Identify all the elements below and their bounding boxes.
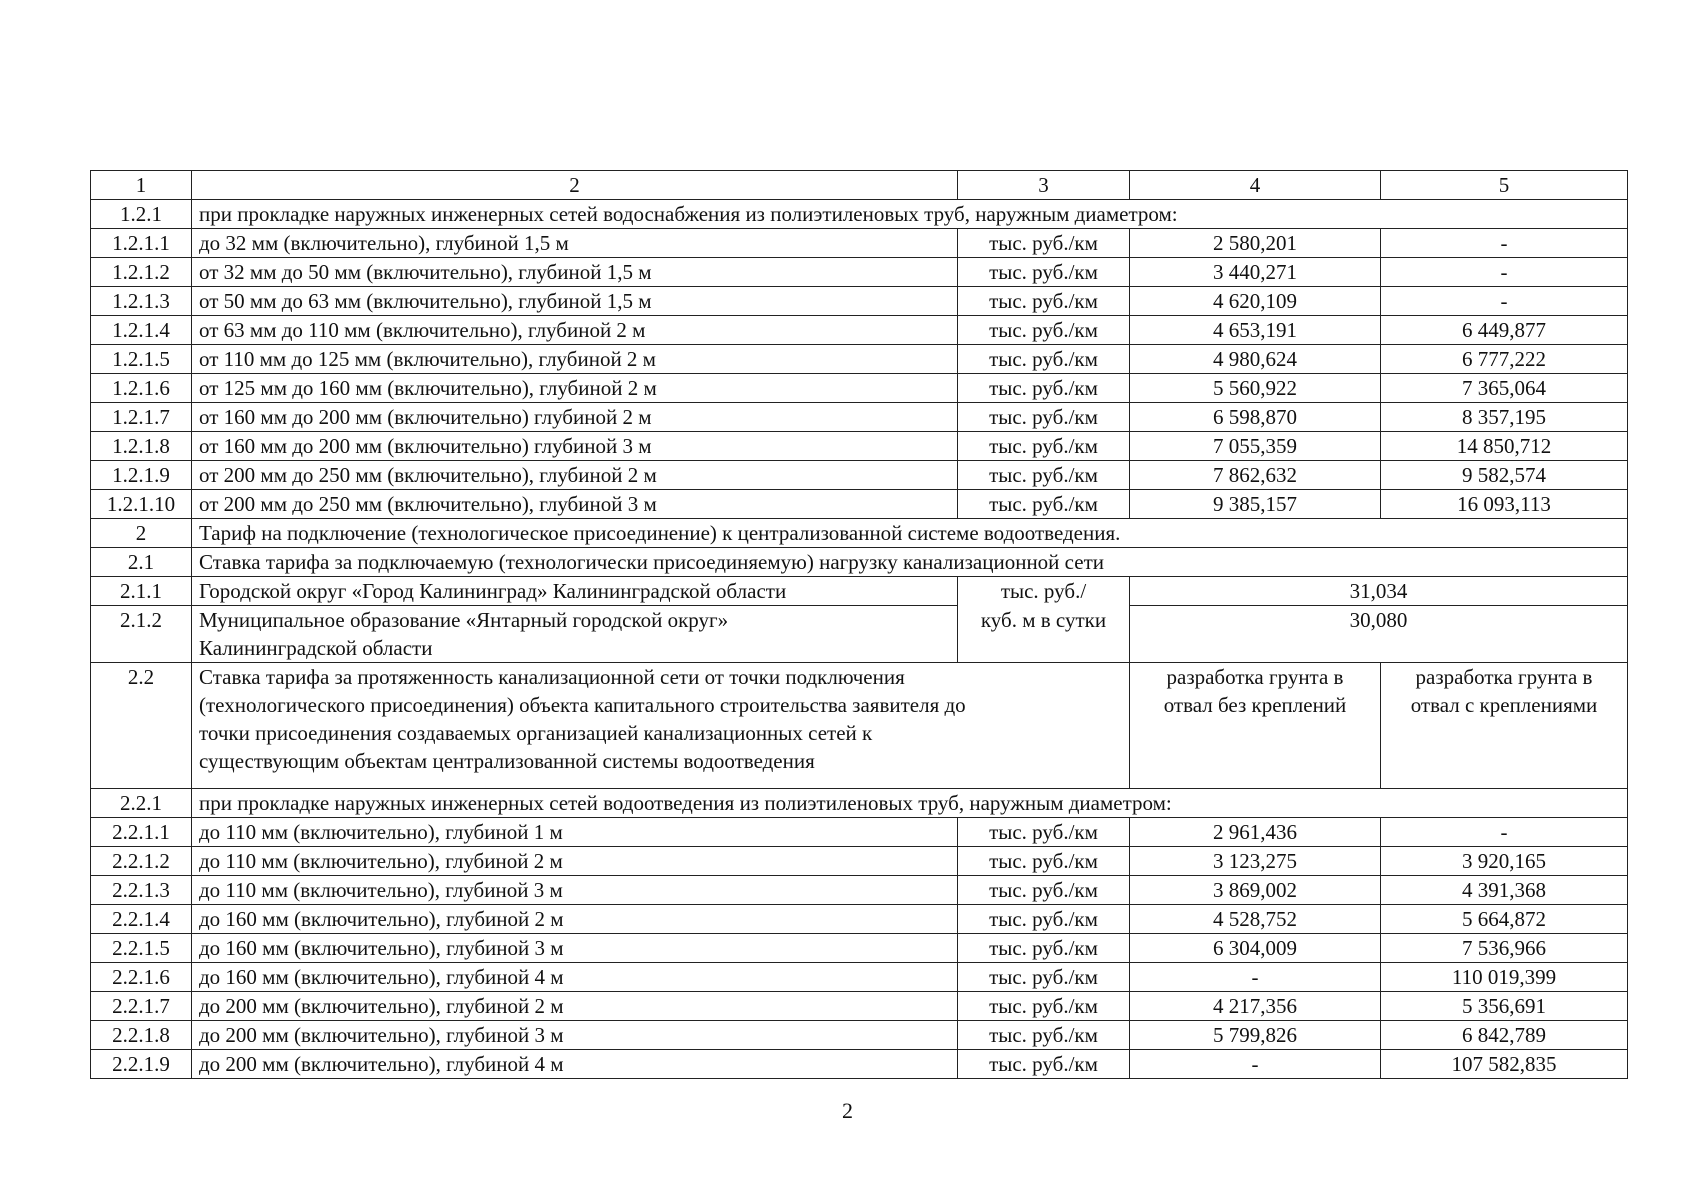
row-number: 1.2.1.2 bbox=[91, 258, 192, 287]
row-number: 1.2.1.8 bbox=[91, 432, 192, 461]
row-number: 2.2.1.7 bbox=[91, 992, 192, 1021]
section-row-2 bbox=[91, 519, 1628, 548]
row-unit: тыс. руб./км bbox=[958, 1050, 1130, 1079]
row-value-col5: - bbox=[1381, 287, 1628, 316]
row-value-col4: 4 528,752 bbox=[1130, 905, 1381, 934]
row-value-col4: 6 598,870 bbox=[1130, 403, 1381, 432]
row-value-col4: 5 799,826 bbox=[1130, 1021, 1381, 1050]
row-value-col4: 2 580,201 bbox=[1130, 229, 1381, 258]
row-unit: тыс. руб./км bbox=[958, 461, 1130, 490]
row-value-col4: 6 304,009 bbox=[1130, 934, 1381, 963]
header-cell-4: 4 bbox=[1130, 171, 1381, 200]
row-description: до 200 мм (включительно), глубиной 2 м bbox=[192, 992, 958, 1021]
row-value-col4: 2 961,436 bbox=[1130, 818, 1381, 847]
column-4-heading-line-1: разработка грунта в bbox=[1166, 665, 1344, 689]
row-value-col4: 7 055,359 bbox=[1130, 432, 1381, 461]
row-value-col5: - bbox=[1381, 229, 1628, 258]
row-description: от 110 мм до 125 мм (включительно), глубиной 2 м bbox=[192, 345, 958, 374]
section-number: 2.1 bbox=[91, 548, 192, 577]
row-number: 1.2.1.4 bbox=[91, 316, 192, 345]
table-row bbox=[91, 818, 1628, 847]
row-description: от 160 мм до 200 мм (включительно) глубиной 2 м bbox=[192, 403, 958, 432]
table-row bbox=[91, 1050, 1628, 1079]
row-number: 2.2.1.3 bbox=[91, 876, 192, 905]
row-value-col4: 4 620,109 bbox=[1130, 287, 1381, 316]
row-value-col5: - bbox=[1381, 818, 1628, 847]
header-cell-1: 1 bbox=[91, 171, 192, 200]
table-row bbox=[91, 374, 1628, 403]
row-unit: тыс. руб./км bbox=[958, 345, 1130, 374]
row-unit: тыс. руб./км bbox=[958, 963, 1130, 992]
row-description: до 160 мм (включительно), глубиной 2 м bbox=[192, 905, 958, 934]
row-value-col4: 7 862,632 bbox=[1130, 461, 1381, 490]
row-description-line-1: Муниципальное образование «Янтарный городской округ» bbox=[199, 608, 729, 632]
table-row-2-1-2 bbox=[91, 606, 1628, 663]
header-cell-2: 2 bbox=[192, 171, 958, 200]
row-description bbox=[192, 606, 958, 663]
row-unit: тыс. руб./км bbox=[958, 905, 1130, 934]
row-value-col5: 5 356,691 bbox=[1381, 992, 1628, 1021]
row-value-col4: 5 560,922 bbox=[1130, 374, 1381, 403]
section-title-line-2: (технологического присоединения) объекта капитального строительства заявителя до bbox=[199, 693, 966, 717]
section-title: Тариф на подключение (технологическое присоединение) к централизованной системе водоотведения. bbox=[192, 519, 1628, 548]
row-value-col4: 4 980,624 bbox=[1130, 345, 1381, 374]
table-row bbox=[91, 847, 1628, 876]
section-title: при прокладке наружных инженерных сетей водоотведения из полиэтиленовых труб, наружным диаметром: bbox=[192, 789, 1628, 818]
table-row-2-1-1 bbox=[91, 577, 1628, 606]
section-row-2-1 bbox=[91, 548, 1628, 577]
row-number: 1.2.1.1 bbox=[91, 229, 192, 258]
section-title-line-3: точки присоединения создаваемых организацией канализационных сетей к bbox=[199, 721, 873, 745]
section-title bbox=[192, 663, 1130, 789]
column-5-heading-line-1: разработка грунта в bbox=[1415, 665, 1593, 689]
row-value-col5: 8 357,195 bbox=[1381, 403, 1628, 432]
row-value-col5: 7 365,064 bbox=[1381, 374, 1628, 403]
row-value-col5: 3 920,165 bbox=[1381, 847, 1628, 876]
row-unit: тыс. руб./км bbox=[958, 818, 1130, 847]
row-number: 1.2.1.10 bbox=[91, 490, 192, 519]
row-unit: тыс. руб./км bbox=[958, 1021, 1130, 1050]
section-title-line-4: существующим объектам централизованной системы водоотведения bbox=[199, 749, 815, 773]
row-description: до 200 мм (включительно), глубиной 4 м bbox=[192, 1050, 958, 1079]
row-unit: тыс. руб./км bbox=[958, 432, 1130, 461]
table-row bbox=[91, 403, 1628, 432]
table-row bbox=[91, 490, 1628, 519]
section-row-2-2 bbox=[91, 663, 1628, 789]
row-number: 2.2.1.4 bbox=[91, 905, 192, 934]
row-value-col4: 4 217,356 bbox=[1130, 992, 1381, 1021]
row-number: 2.2.1.5 bbox=[91, 934, 192, 963]
row-unit: тыс. руб./км bbox=[958, 229, 1130, 258]
row-number: 1.2.1.3 bbox=[91, 287, 192, 316]
row-value-col4: 4 653,191 bbox=[1130, 316, 1381, 345]
table-row bbox=[91, 258, 1628, 287]
row-description: до 160 мм (включительно), глубиной 4 м bbox=[192, 963, 958, 992]
row-description: до 110 мм (включительно), глубиной 2 м bbox=[192, 847, 958, 876]
table-row bbox=[91, 345, 1628, 374]
section-title: Ставка тарифа за подключаемую (технологически присоединяемую) нагрузку канализационной сети bbox=[192, 548, 1628, 577]
row-number: 2.2.1.1 bbox=[91, 818, 192, 847]
row-description: от 63 мм до 110 мм (включительно), глубиной 2 м bbox=[192, 316, 958, 345]
column-4-heading-line-2: отвал без креплений bbox=[1163, 693, 1347, 717]
row-value-col5: 110 019,399 bbox=[1381, 963, 1628, 992]
row-value-col5: 14 850,712 bbox=[1381, 432, 1628, 461]
section-number: 2.2 bbox=[91, 663, 192, 789]
section-row-2-2-1 bbox=[91, 789, 1628, 818]
section-number: 2 bbox=[91, 519, 192, 548]
row-unit: тыс. руб./км bbox=[958, 876, 1130, 905]
row-unit: тыс. руб./км bbox=[958, 258, 1130, 287]
row-number: 1.2.1.9 bbox=[91, 461, 192, 490]
row-value-col4: - bbox=[1130, 1050, 1381, 1079]
tariff-table bbox=[90, 170, 1628, 1079]
row-description: до 110 мм (включительно), глубиной 1 м bbox=[192, 818, 958, 847]
row-value-col4: 3 123,275 bbox=[1130, 847, 1381, 876]
row-description: до 110 мм (включительно), глубиной 3 м bbox=[192, 876, 958, 905]
row-number: 2.1.2 bbox=[91, 606, 192, 663]
row-unit: тыс. руб./км bbox=[958, 847, 1130, 876]
column-5-heading-line-2: отвал с креплениями bbox=[1410, 693, 1598, 717]
table-row bbox=[91, 1021, 1628, 1050]
row-value-col5: 6 777,222 bbox=[1381, 345, 1628, 374]
row-number: 2.2.1.6 bbox=[91, 963, 192, 992]
row-description: от 50 мм до 63 мм (включительно), глубиной 1,5 м bbox=[192, 287, 958, 316]
row-description: до 200 мм (включительно), глубиной 3 м bbox=[192, 1021, 958, 1050]
header-row bbox=[91, 171, 1628, 200]
row-value-col5: 107 582,835 bbox=[1381, 1050, 1628, 1079]
tariff-table-body bbox=[91, 171, 1628, 1079]
row-unit-line-2: куб. м в сутки bbox=[958, 606, 1130, 663]
row-number: 2.1.1 bbox=[91, 577, 192, 606]
section-title: при прокладке наружных инженерных сетей водоснабжения из полиэтиленовых труб, наружным диаметром: bbox=[192, 200, 1628, 229]
row-unit: тыс. руб./км bbox=[958, 403, 1130, 432]
row-unit: тыс. руб./км bbox=[958, 374, 1130, 403]
row-description: от 160 мм до 200 мм (включительно) глубиной 3 м bbox=[192, 432, 958, 461]
row-number: 1.2.1.7 bbox=[91, 403, 192, 432]
table-row bbox=[91, 934, 1628, 963]
section-number: 1.2.1 bbox=[91, 200, 192, 229]
table-row bbox=[91, 905, 1628, 934]
row-number: 2.2.1.8 bbox=[91, 1021, 192, 1050]
table-row bbox=[91, 229, 1628, 258]
row-description: Городской округ «Город Калининград» Калининградской области bbox=[192, 577, 958, 606]
row-description-line-2: Калининградской области bbox=[199, 636, 433, 660]
table-row bbox=[91, 287, 1628, 316]
row-value-col5: 16 093,113 bbox=[1381, 490, 1628, 519]
row-description: до 160 мм (включительно), глубиной 3 м bbox=[192, 934, 958, 963]
table-row bbox=[91, 316, 1628, 345]
row-description: от 32 мм до 50 мм (включительно), глубиной 1,5 м bbox=[192, 258, 958, 287]
row-description: до 32 мм (включительно), глубиной 1,5 м bbox=[192, 229, 958, 258]
row-number: 2.2.1.2 bbox=[91, 847, 192, 876]
row-value-col5: - bbox=[1381, 258, 1628, 287]
row-value-col5: 5 664,872 bbox=[1381, 905, 1628, 934]
row-value-col5: 6 449,877 bbox=[1381, 316, 1628, 345]
table-row bbox=[91, 963, 1628, 992]
row-value-col5: 4 391,368 bbox=[1381, 876, 1628, 905]
row-unit: тыс. руб./км bbox=[958, 316, 1130, 345]
row-value-col4: 3 440,271 bbox=[1130, 258, 1381, 287]
header-cell-3: 3 bbox=[958, 171, 1130, 200]
table-row bbox=[91, 432, 1628, 461]
row-value: 31,034 bbox=[1130, 577, 1628, 606]
row-value-col4: 9 385,157 bbox=[1130, 490, 1381, 519]
header-cell-5: 5 bbox=[1381, 171, 1628, 200]
row-description: от 200 мм до 250 мм (включительно), глубиной 3 м bbox=[192, 490, 958, 519]
table-row bbox=[91, 992, 1628, 1021]
row-number: 1.2.1.5 bbox=[91, 345, 192, 374]
column-5-heading bbox=[1381, 663, 1628, 789]
row-value-col5: 6 842,789 bbox=[1381, 1021, 1628, 1050]
row-unit: тыс. руб./км bbox=[958, 287, 1130, 316]
row-number: 2.2.1.9 bbox=[91, 1050, 192, 1079]
column-4-heading bbox=[1130, 663, 1381, 789]
row-value-col4: - bbox=[1130, 963, 1381, 992]
row-value-col5: 7 536,966 bbox=[1381, 934, 1628, 963]
table-row bbox=[91, 876, 1628, 905]
row-description: от 125 мм до 160 мм (включительно), глубиной 2 м bbox=[192, 374, 958, 403]
section-row-1-2-1 bbox=[91, 200, 1628, 229]
row-unit-line-1: тыс. руб./ bbox=[958, 577, 1130, 606]
row-description: от 200 мм до 250 мм (включительно), глубиной 2 м bbox=[192, 461, 958, 490]
row-value: 30,080 bbox=[1130, 606, 1628, 663]
row-value-col4: 3 869,002 bbox=[1130, 876, 1381, 905]
row-unit: тыс. руб./км bbox=[958, 934, 1130, 963]
row-value-col5: 9 582,574 bbox=[1381, 461, 1628, 490]
row-unit: тыс. руб./км bbox=[958, 992, 1130, 1021]
table-row bbox=[91, 461, 1628, 490]
section-title-line-1: Ставка тарифа за протяженность канализационной сети от точки подключения bbox=[199, 665, 905, 689]
row-unit: тыс. руб./км bbox=[958, 490, 1130, 519]
row-number: 1.2.1.6 bbox=[91, 374, 192, 403]
page-number: 2 bbox=[842, 1098, 853, 1123]
section-number: 2.2.1 bbox=[91, 789, 192, 818]
